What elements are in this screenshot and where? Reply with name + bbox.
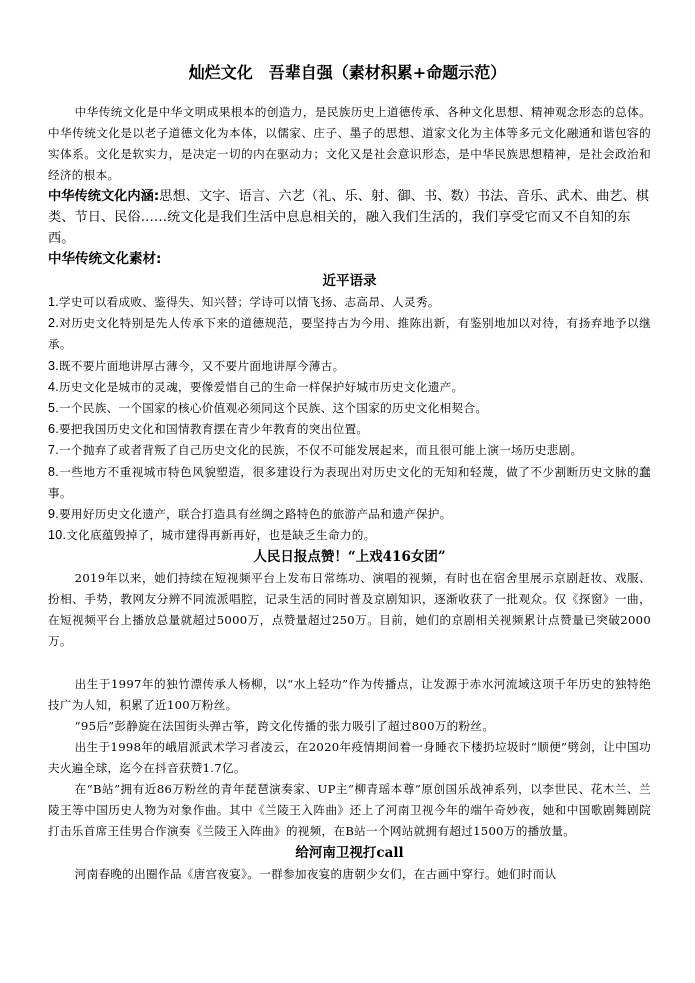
list-item-number: 3.: [48, 358, 60, 373]
list-item-text: 一些地方不重视城市特色风貌塑造，很多建设行为表现出对历史文化的无知和轻蔑，做了不少割断历史文脉的蠢事。: [48, 464, 651, 500]
list-item: [48, 525, 651, 546]
list-item-text: 一个抛弃了或者背叛了自己历史文化的民族，不仅不可能发展起来，而且很可能上演一场历史悲剧。: [59, 443, 583, 458]
list-item: [48, 462, 651, 504]
section2-paragraph: 2019年以来，她们持续在短视频平台上发布日常练功、演唱的视频，有时也在宿舍里展示京剧赶妆、戏服、扮相、手势，教网友分辨不同流派唱腔，记录生活的同时普及京剧知识，逐渐收获了一批观众。仅《探窗》一曲，在短视频平台上播放总量就超过5000万，点赞量超过250万。目前，她们的京剧相关视频累计点赞量已突破2000万。: [48, 571, 651, 649]
section-heading-henan-tv: 给河南卫视打call: [295, 845, 404, 862]
materials-heading: 中华传统文化素材:: [48, 251, 162, 267]
list-item-number: 2.: [48, 316, 60, 331]
list-item-text: 要用好历史文化遗产，联合打造具有丝绸之路特色的旅游产品和遗产保护。: [59, 507, 452, 522]
paragraph-yangliu: 出生于1997年的独竹漂传承人杨柳，以“水上轻功”作为传播点，让发源于赤水河流域这项千年历史的独特绝技广为人知，积累了近100万粉丝。: [48, 677, 651, 713]
page-title: [0, 60, 695, 83]
list-item: [48, 377, 651, 398]
list-item-number: 1.: [48, 295, 60, 309]
document-body: [48, 102, 651, 885]
list-item: [48, 398, 651, 419]
list-item-number: 5.: [48, 401, 60, 416]
list-item-number: 9.: [48, 507, 60, 522]
section3-paragraph: 河南春晚的出圈作品《唐宫夜宴》。一群参加夜宴的唐朝少女们，在古画中穿行。她们时而认: [74, 867, 557, 882]
connotation-text: 思想、文字、语言、六艺（礼、乐、射、御、书、数）书法、音乐、武术、曲艺、棋类、节日、民俗……统文化是我们生活中息息相关的，融入我们生活的，我们享受它而又不自知的东西。: [48, 189, 650, 246]
list-item: [48, 440, 651, 461]
list-item-number: 4.: [48, 379, 60, 394]
list-item: [48, 313, 651, 355]
list-item-number: 8.: [48, 464, 60, 479]
list-item-text: 一个民族、一个国家的核心价值观必须同这个民族、这个国家的历史文化相契合。: [59, 401, 488, 416]
paragraph-pengjingxuan: “95后”彭静旋在法国街头弹古筝，跨文化传播的张力吸引了超过800万的粉丝。: [74, 719, 495, 734]
title-part2: 吾辈自强（素材积累+命题示范）: [268, 63, 507, 82]
list-item-text: 对历史文化特别是先人传承下来的道德规范，要坚持古为今用、推陈出新，有鉴别地加以对待，有扬弃地予以继承。: [48, 316, 651, 352]
section-heading-quotes: 近平语录: [322, 273, 377, 289]
list-item-text: 既不要片面地讲厚古薄今，又不要片面地讲厚今薄古。: [59, 358, 345, 373]
list-item-number: 6.: [48, 422, 60, 437]
list-item-text: 要把我国历史文化和国情教育摆在青少年教育的突出位置。: [59, 422, 369, 437]
list-item: [48, 504, 651, 525]
paragraph-lingyun: 出生于1998年的峨眉派武术学习者凌云，在2020年疫情期间着一身睡衣下楼扔垃圾时“顺便”劈剑，让中国功夫火遍全球，迄今在抖音获赞1.7亿。: [48, 740, 651, 776]
title-part1: 灿烂文化: [188, 63, 253, 82]
list-item-number: 7.: [48, 443, 60, 458]
connotation-paragraph: [48, 186, 651, 249]
quotes-list: [48, 292, 651, 546]
connotation-label: 中华传统文化内涵:: [48, 189, 160, 204]
list-item: [48, 292, 651, 313]
list-item-number: 10.: [48, 528, 67, 543]
list-item-text: 文化底蕴毁掉了，城市建得再新再好，也是缺乏生命力的。: [66, 528, 376, 543]
spacer: [48, 652, 651, 674]
intro-paragraph: 中华传统文化是中华文明成果根本的创造力，是民族历史上道德传承、各种文化思想、精神观念形态的总体。中华传统文化是以老子道德文化为本体，以儒家、庄子、墨子的思想、道家文化为主体等多元文化融通和谐包容的实体系。文化是软实力，是决定一切的内在驱动力；文化又是社会意识形态，是中华民族思想精神，是社会政治和经济的根本。: [48, 105, 651, 182]
list-item: [48, 419, 651, 440]
section-heading-peoples-daily: 人民日报点赞！“上戏416女团”: [253, 549, 446, 566]
list-item: [48, 356, 651, 377]
list-item-text: 历史文化是城市的灵魂，要像爱惜自己的生命一样保护好城市历史文化遗产。: [59, 379, 464, 394]
list-item-text: 学史可以看成败、鉴得失、知兴替；学诗可以情飞扬、志高昂、人灵秀。: [59, 295, 440, 309]
paragraph-liuqingyao: 在“B站”拥有近86万粉丝的青年琵琶演奏家、UP主“柳青瑶本尊”原创国乐战神系列，以李世民、花木兰、兰陵王等中国历史人物为对象作曲。其中《兰陵王入阵曲》还上了河南卫视今年的端午奇妙夜，她和中国歌剧舞剧院打击乐首席王佳男合作演奏《兰陵王入阵曲》的视频，在B站一个网站就拥有超过1500万的播放量。: [48, 782, 651, 839]
